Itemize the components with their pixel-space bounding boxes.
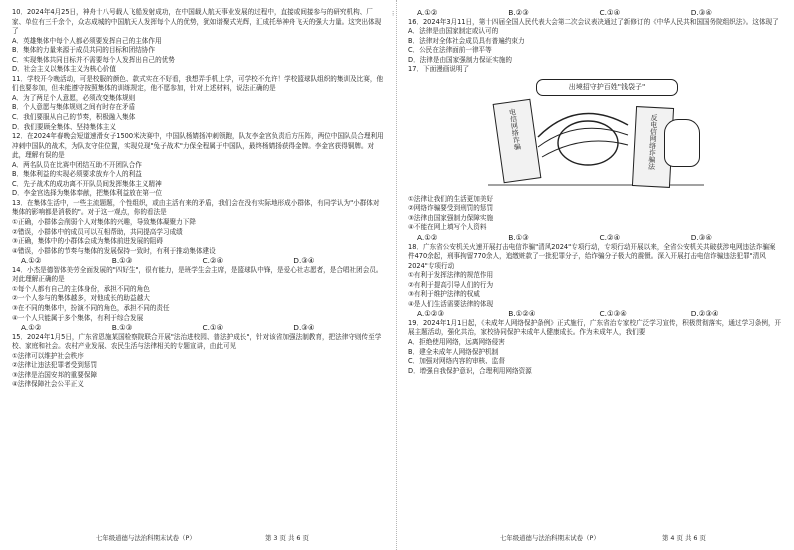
question-14 (12, 266, 384, 333)
question-17 (408, 65, 782, 242)
answer-choices (417, 309, 782, 319)
choice-c: C.②④ (202, 256, 224, 266)
statement-2: ②有利于提高引导人们的行为 (408, 280, 494, 289)
choice-b: B.②③ (508, 8, 529, 17)
option-a: A．拒绝使用网络，远离网络侵害 (408, 338, 505, 347)
fold-line (396, 0, 398, 550)
option-d: D．法律是由国家强制力保证实施的 (408, 55, 512, 64)
option-d: D．增强自我保护意识，合理利用网络资源 (408, 366, 532, 375)
statement-3: ③法律是治国安邦的重要保障 (12, 370, 98, 379)
statement-1: ①法律让我们的生活更加美好 (408, 194, 494, 203)
choice-d: D.③④ (690, 8, 713, 17)
statement-4: ④不能在网上填写个人资料 (408, 223, 487, 232)
choice-c: C.②④ (599, 233, 621, 243)
left-footer-subject: 七年级道德与法治科期末试卷（P） (96, 534, 196, 542)
cartoon-image (478, 77, 710, 193)
question-stem: 13．在集体生活中，一些主流题题，个性组织，或由主活有来的矛盾，我们会在没有实际地形成小群体，有同学认为"小群体对集体的影响都是消极的"。对于这一观点，你的看法是 (12, 198, 380, 217)
choice-b: B.①②④ (508, 309, 536, 319)
question-stem: 11．学校开今晚活动，可是校服的颜色、款式实在不好看，我想弄手机上学，可学校不允许！学校篮球队组织的集训及比赛，他们也要参加，但未能遵守按照集体的训练规定，他不愿参加，针对上述材料，说法正确的是 (12, 74, 384, 93)
question-18 (408, 243, 782, 319)
statement-2: ②法律让违法犯罪者受到惩罚 (12, 361, 98, 370)
option-b: B．集体利益的实现必须要求放弃个人的利益 (12, 170, 142, 179)
option-b: B．法律对全体社会成员具有普遍约束力 (408, 36, 525, 45)
question-stem: 16．2024年3月11日，第十四届全国人民代表大会第二次会议表决通过了新修订的《中华人民共和国国务院组织法》。这体现了 (408, 17, 779, 26)
option-d: D．李金宫选择为集体奉献，把集体利益放在第一位 (12, 189, 163, 198)
left-footer-page: 第 3 页 共 6 页 (265, 534, 309, 542)
option-a: A．英雄集体中每个人都必须要发挥自己的主体作用 (12, 36, 162, 45)
option-c: C．加强对网络内容的审核、监督 (408, 357, 505, 366)
question-stem: 18．广东省公安机关火速开展打击电信诈骗"清风2024"专项行动，专项行动开展以来，全省公安机关共破获涉电网违法诈骗案件470余起，刑事拘留770余人，追缴赃款了一批犯罪分子，给诈骗分子极大的震慑。深入开展打击电信诈骗违法犯罪"清风2024"专项行动 (408, 242, 776, 270)
fold-marker: ⁝ (392, 10, 395, 18)
question-19 (408, 319, 782, 376)
option-a: A．两名队员在比赛中团结互助不开团队合作 (12, 160, 142, 169)
fraud-label: 电信网络诈骗 (507, 107, 522, 151)
question-stem: 14．小杰是德智体美劳全面发展的"四好生"，很有能力，是班学生会主席，是篮球队中锋，是爱心社志愿者，是合唱社团会员。对此理解正确的是 (12, 265, 383, 284)
money-bag-icon (664, 119, 700, 167)
statement-4: ④一个人只能属于多个集体，有利于综合发展 (12, 313, 144, 322)
statement-2: ②错误，小群体中的成员可以互相帮助，共同提高学习成绩 (12, 227, 183, 236)
statement-1: ①法律可以维护社会秩序 (12, 351, 84, 360)
question-11 (12, 75, 384, 132)
statement-4: ④错误，小群体的节奏与集体的发展保持一致时，有利于推动集体建设 (12, 246, 216, 255)
left-page (12, 8, 384, 390)
choice-b: B.①③ (508, 233, 529, 243)
option-d: D．社会主义以集体主义为核心价值 (12, 65, 116, 74)
statement-3: ③法律由国家强制力保障实施 (408, 213, 494, 222)
option-c: C．实现集体共同目标并不需要每个人发挥出自己的优势 (12, 55, 175, 64)
question-15 (12, 333, 384, 390)
statement-3: ③在不同的集体中，扮演不同的角色，承担不同的责任 (12, 303, 170, 312)
answer-choices (21, 323, 384, 333)
question-stem: 19．2024年1月1日起，《未成年人网络保护条例》正式施行，广东省治专家校广泛学习宣传，积极贯彻落实，通过学习条例，开展主题活动，强化共治，家校协同保护未成年人健康成长。作为未成年人，我们要 (408, 318, 782, 337)
choice-d: D.③④ (293, 256, 315, 266)
statement-3: ③正确，集体中的小群体会成为集体前进发展的阻碍 (12, 237, 163, 246)
question-10 (12, 8, 384, 75)
option-a: A．为了两足个人意愿，必须改变集体规则 (12, 93, 136, 102)
right-footer-page: 第 4 页 共 6 页 (662, 534, 706, 542)
choice-c: C.①④ (202, 323, 224, 333)
statement-1: ①有利于发挥法律的规范作用 (408, 271, 494, 280)
statement-1: ①正确，小群体会削弱个人对集体的兴趣，导致集体凝聚力下降 (12, 218, 196, 227)
question-12 (12, 132, 384, 199)
question-stem: 12．在2024年春晚会短道速滑女子1500米决赛中，中国队杨婧扬冲刺领跑，队友李金宫负责后方压阵，两位中国队员合理利用冲刺中国队的战术，为队友守住位置，实现兑现"兔子战术"力保全程属于中国队，最终杨婧扬获得金牌。李金宫获得铜牌。对此，理解有误的是 (12, 132, 384, 160)
choice-a: A.①② (417, 8, 438, 17)
choice-d: D.②③④ (690, 309, 719, 319)
question-16 (408, 18, 782, 66)
statement-1: ①每个人都有自己的主体身份，承担不同的角色 (12, 284, 150, 293)
option-b: B．个人意愿与集体规则之间有时存在矛盾 (12, 103, 136, 112)
choice-d: D.③④ (293, 323, 315, 333)
choice-a: A.①② (21, 323, 42, 333)
statement-4: ④法律保障社会公平正义 (12, 380, 84, 389)
cartoon-caption: 出境招守护百姓"钱袋子" (536, 79, 678, 96)
statement-3: ③有利于维护法律的权威 (408, 290, 480, 299)
choice-b: B.①③ (111, 256, 133, 266)
option-d: D．我们要顾全集体、坚持集体主义 (12, 122, 116, 131)
question-stem: 15．2024年1月5日，广东省恩施某国检察院联合开展"法治进校园、普法护成长"，针对该省加强法制教育，把法律守则传至学校、家庭和社会。农村产业发展、农民生活与法律相关的专题宣讲，由此可见 (12, 332, 382, 351)
choice-a: A.①② (417, 233, 438, 243)
answer-choices (417, 233, 782, 243)
choice-a: A.①②③ (417, 309, 445, 319)
answer-choices (21, 256, 384, 266)
option-b: B．集体的力量来源于成员共同的目标和团结协作 (12, 46, 155, 55)
right-footer-subject: 七年级道德与法治科期末试卷（P） (500, 534, 600, 542)
choice-d: D.③④ (690, 233, 713, 243)
law-label: 反电信网络诈骗法 (647, 113, 659, 170)
option-c: C．公民在法律面前一律平等 (408, 46, 492, 55)
question-15-choices (417, 8, 782, 18)
choice-a: A.①② (21, 256, 42, 266)
statement-4: ④是人们生活需要法律的体现 (408, 299, 494, 308)
right-page (408, 8, 782, 376)
option-a: A．法律是由国家制定或认可的 (408, 27, 499, 36)
option-c: C．先子战术的成功离不开队员间发挥集体主义精神 (12, 179, 162, 188)
option-b: B．建全未成年人网络保护机制 (408, 347, 499, 356)
option-c: C．我们要服从自己的节奏，积极融入集体 (12, 113, 136, 122)
question-stem: 10．2024年4月25日，神舟十八号载人飞船发射成功，在中国载人航天事业发展的过程中，直接或间接参与的研究机构、厂家、单位有三千余个，众志成城的中国航天人发挥每个人的优势，犹如谱聚式光辉，汇成托举神舟飞天的强大力量。这突出体现了 (12, 8, 382, 36)
question-13 (12, 199, 384, 266)
choice-c: C.①④ (599, 8, 621, 17)
statement-2: ②网络诈骗要受到刑罚的惩罚 (408, 204, 494, 213)
question-stem: 17．下面漫画说明了 (408, 65, 470, 74)
choice-b: B.①③ (111, 323, 133, 333)
choice-c: C.①③④ (599, 309, 627, 319)
statement-2: ②一个人参与的集体越多，对他成长的助益越大 (12, 294, 150, 303)
